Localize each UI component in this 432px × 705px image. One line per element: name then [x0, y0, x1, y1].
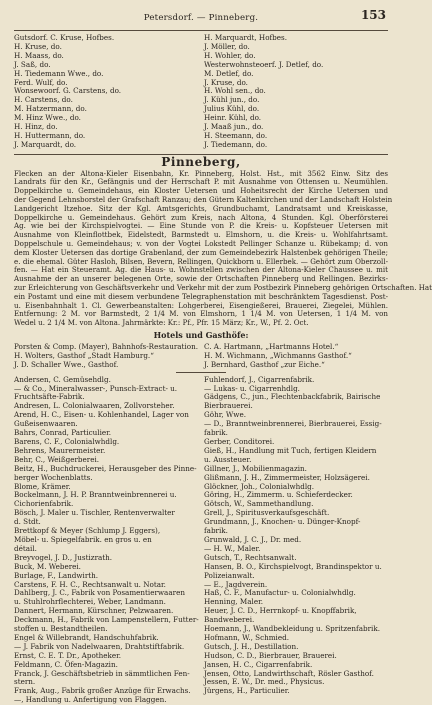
description-line: Ausnahme der an unserer belegenen Orte, sowie der Ortschaften Pinneberg und Rellingen. Bezirks- [14, 274, 388, 284]
business-entry: Göhr, Wwe. [204, 410, 246, 420]
description-line: Ag. wie bei der Kirchspielvogtei. — Eine Stunde von P. die Kreis- u. Kopfsteuer Uetersen mit [14, 221, 388, 231]
business-entry: fabrik. [204, 428, 228, 438]
business-entry: Buck, M. Weberei. [14, 561, 81, 571]
business-entry: Bierbrauerei. [204, 401, 253, 411]
register-entry: H. Tiedemann Wwe., do. [14, 68, 104, 78]
register-entry: H. Wohler, do. [204, 50, 256, 60]
business-entry: — Lukas- u. Cigarrenhdlg. [204, 383, 300, 393]
business-entry: Deckmann, H., Fabrik von Lampenstellern, Futter- [14, 615, 199, 625]
hotel-entry: J. Bernhard, Gasthof „zur Eiche.“ [204, 359, 325, 369]
business-entry: Andersen, C. Gemüsehdlg. [14, 374, 111, 384]
business-entry: u. Aussteuer. [204, 454, 252, 464]
register-entry: H. Carstens, do. [14, 95, 73, 105]
business-entry: Henning, Maler. [204, 597, 264, 607]
business-entry: — & Co., Mineralwasser-, Punsch-Extract- u. [14, 383, 178, 393]
description-line: zur Erleichterung von Geschäftsverkehr und Verkehr mit der zum Postbezirk Pinneberg gehörigen Ortschaften. Hat [14, 283, 432, 293]
description-line: der Gegend Lehnsborstel der Grafschaft Ranzau; den Gütern Kaltenkirchen und der Landschaft Holstein [14, 195, 393, 205]
register-entry: M. Hatzermann, do. [14, 104, 87, 114]
business-entry: Hudson, C. D., Bierbrauer, Brauerei. [204, 650, 337, 660]
register-entry: Westerwohnsteoerf. J. Detlef, do. [204, 59, 324, 69]
register-entry: J. Marquardt, do. [14, 139, 77, 149]
register-entry: H. Kruse, do. [14, 41, 62, 51]
business-entry: — J. Fabrik von Nadelwaaren, Drahtstiftfabrik. [14, 641, 185, 651]
register-entry: Wonsewoorf. G. Carstens, do. [14, 86, 122, 96]
hotel-entry: J. D. Schaller Wwe., Gasthof. [14, 359, 119, 369]
description-line: dem Kloster Uetersen das dortige Grabenland, der zum Gemeindebezirk Halstenbek gehörigen Theile; [14, 247, 388, 257]
business-entry: Gieß, H., Handlung mit Tuch, fertigen Kleidern [204, 445, 377, 455]
business-entry: Burlage, F., Landwirth. [14, 570, 99, 580]
hotel-entry: C. A. Hartmann, „Hartmanns Hotel.“ [204, 341, 339, 351]
hotel-entry: H. M. Wichmann, „Wichmanns Gasthof.“ [204, 350, 352, 360]
description-line: Doppelkirche u. Gemeindehaus, ein Kloster Uetersen und Hoheitsrecht der Kirche Uetersen und [14, 186, 388, 196]
business-entry: Glöckner, Joh., Colonialwhdlg. [204, 481, 315, 491]
business-entry: Arend, H. C., Eisen- u. Kohlenhandel, Lager von [14, 410, 189, 420]
business-entry: Franck, J. Geschäftsbetrieb in sämmtlichen Fen- [14, 668, 190, 678]
business-entry: Grundmann, J., Knochen- u. Dünger-Knopf- [204, 517, 361, 527]
business-entry: Feldmann, C. Öfen-Magazin. [14, 659, 118, 669]
business-entry: Blome, Krämer. [14, 481, 71, 491]
register-entry: J. Tiedemann, do. [204, 139, 268, 149]
business-entry: Hansen, B. O., Kirchspielvogt, Brandinspektor u. [204, 561, 382, 571]
page-number: 153 [360, 8, 386, 22]
register-entry: Heinr. Kühl, do. [204, 113, 262, 123]
business-entry: Behrens, Maurermeister. [14, 445, 106, 455]
business-entry: Behr, C., Weißgerberei. [14, 454, 100, 464]
business-entry: Gillner, J., Mobilienmagazin. [204, 463, 307, 473]
business-entry: Dahlberg, J. C., Fabrik von Posamentierwaaren [14, 588, 185, 598]
business-entry: Hoemann, J., Wandbekleidung u. Spritzenfabrik. [204, 624, 380, 634]
business-entry: Gutsch, T., Rechtsanwalt. [204, 552, 297, 562]
business-entry: Frank, Aug., Fabrik großer Anzüge für Erwachs. [14, 686, 191, 696]
business-right-column [204, 376, 388, 705]
business-register [14, 376, 388, 705]
business-entry: Beitz, H., Buchdruckerei, Herausgeber des Pinne- [14, 463, 197, 473]
hotel-entry: H. Wolters, Gasthof „Stadt Hamburg.“ [14, 350, 154, 360]
business-entry: stoffen u. Bestandtheilen. [14, 624, 108, 634]
town-description [14, 168, 432, 328]
description-line: Landrats für den Kr., Gefängnis und der Herrschaft P. mit Ausnahme von Ottensen u. Neumühlen. [14, 177, 388, 187]
register-entry: H. Huttermann, do. [14, 130, 86, 140]
description-line: Wedel u. 2 1/4 M. von Altona. Jahrmärkte: Kr.: Pf., Pfr. 15 März; Kr., W., Pf. 2. Oct. [14, 318, 309, 328]
register-entry: H. Wohl sen., do. [204, 86, 266, 96]
business-entry: Bandweberei. [204, 615, 255, 625]
description-line: Entfernung: 2 M. vor Barmstedt, 2 1/4 M. von Elmshorn, 1 1/4 M. von Uetersen, 1 1/4 M. von [14, 309, 388, 319]
description-line: u. Eisenbahnhalt 1. Cl. Gewerbeanstalten: Lohgerberei, Eisengießerei, Brauerei, Ziegelei, Mühlen. [14, 300, 388, 310]
business-entry: Bösch, J. Maler u. Tischler, Rentenverwalter [14, 508, 175, 518]
register-entry: H. Maass, do. [14, 50, 64, 60]
business-entry: Andresen, L. Colonialwaaren, Zollvorsteher. [14, 401, 175, 411]
description-line: ein Postamt und eine mit diesem verbundene Telegraphenstation mit beschränktem Tagesdienst. Post- [14, 291, 388, 301]
business-entry: Brettkopf & Meyer (Schlump J. Eggers), [14, 526, 161, 536]
hotels-divider [176, 372, 226, 373]
business-entry: — E., Jagdverein. [204, 579, 268, 589]
business-entry: Jürgens, H., Particulier. [204, 686, 290, 696]
business-entry: Hofmann, W., Schmied. [204, 632, 289, 642]
business-entry: Bockelmann, J. H. P. Branntweinbrennerei u. [14, 490, 177, 500]
business-entry: Götsch, W., Sammethandlung. [204, 499, 314, 509]
register-entry: H. Steemann, do. [204, 130, 268, 140]
business-entry: Göring, H., Zimmerm. u. Schieferdecker. [204, 490, 353, 500]
hotels-right-column [204, 343, 388, 370]
description-line: e. die ehemal. Güter Hasloh, Bilsen, Bevern, Rellingen, Quickborn u. Ellerbek. — Gehört zum Oberzoll- [14, 256, 388, 266]
top-register-right-column [204, 34, 388, 150]
register-entry: J. Kühl jun., do. [204, 95, 260, 105]
hotels-list [14, 343, 388, 370]
register-entry: J. Maaß jun., do. [204, 122, 264, 132]
register-entry: H. Hinz, do. [14, 122, 58, 132]
register-entry: J. Möller, do. [204, 41, 250, 51]
hotel-entry: Porsten & Comp. (Mayer), Bahnhofs-Restauration. [14, 341, 198, 351]
business-entry: — D., Branntweinbrennerei, Bierbrauerei, Essig- [204, 419, 382, 429]
hotels-heading: Hotels und Gasthöfe: [153, 330, 249, 341]
business-entry: Jensen, Otto, Landwirthschaft, Rösler Gasthof. [204, 668, 374, 678]
register-entry: M. Hinz Wwe., do. [14, 113, 81, 123]
business-entry: — H. W., Maler. [204, 543, 261, 553]
business-entry: stern. [14, 677, 36, 687]
register-entry: M. Detlef, do. [204, 68, 254, 78]
business-entry: Engel & Willebrandt, Handschuhfabrik. [14, 632, 159, 642]
business-entry: Gußeisenwaaren. [14, 419, 78, 429]
business-entry: Dannert, Hermann, Kürschner, Pelzwaaren. [14, 606, 174, 616]
business-entry: Fuhlendorf, J., Cigarrenfabrik. [204, 374, 315, 384]
business-entry: Carstens, F. H. C., Rechtsanwalt u. Notar. [14, 579, 166, 589]
description-line: Doppelschule u. Gemeindehaus; v. von der Vogtei Lokstedt Pellinger Schanze u. Rübekamp; d. von [14, 239, 388, 249]
business-entry: Heuer, J. C. D., Herrnkopf- u. Knopffabrik, [204, 606, 357, 616]
description-line: Doppelkirche u. Gemeindehaus. Gehört zum Kreis, nach Altona, 4 Stunden. Kgl. Oberförsterei [14, 212, 388, 222]
business-entry: Ernst, C. E. T. Dr., Apotheker. [14, 650, 122, 660]
business-left-column [14, 376, 198, 705]
register-entry: Gutsdorf. C. Kruse, Hofbes. [14, 33, 115, 42]
business-entry: d. Stdt. [14, 517, 41, 527]
business-entry: Cichorienfabrik. [14, 499, 74, 509]
description-line: Ausnahme von Kleinflottbek, Eidelstedt, Barmstedt u. Elmshorn, u. die Kreis- u. Wohlfahrtsamt. [14, 230, 388, 240]
register-entry: Ferd. Wulf, do. [14, 77, 68, 87]
business-entry: Gerber, Conditorei. [204, 437, 275, 446]
business-entry: Möbel- u. Spiegelfabrik. en gros u. en [14, 534, 152, 544]
business-entry: fabrik. [204, 526, 228, 536]
business-entry: Glißmann, J. H., Zimmermeister, Holzsägerei. [204, 472, 370, 482]
business-entry: Gutsch, J. H., Destillation. [204, 641, 299, 651]
register-entry: J. Kruse, do. [204, 77, 248, 87]
description-line: Landgericht Itzehoe. Sitz der Kgl. Amtsgerichts, Grundbuchamt, Landratsamt und Kreiskasse, [14, 203, 388, 213]
business-entry: Polizeianwalt. [204, 570, 255, 580]
register-entry: H. Marquardt, Hofbes. [204, 33, 288, 42]
top-register-left-column [14, 34, 198, 150]
hotels-left-column [14, 343, 198, 370]
description-line: Flecken an der Altona-Kieler Eisenbahn, Kr. Pinneberg, Holst. Hst., mit 3562 Einw. Sitz des [14, 168, 388, 178]
register-entry: Julius Kühl, do. [204, 104, 260, 114]
business-entry: Barens, C. F., Colonialwhdlg. [14, 437, 120, 446]
business-entry: —, Handlung u. Anfertigung von Flaggen. [14, 695, 167, 705]
business-entry: Fruchtsäfte-Fabrik. [14, 392, 85, 402]
top-register [14, 34, 388, 150]
register-entry: J. Saß, do. [14, 59, 51, 69]
business-entry: Breyvogel, J. D., Justizrath. [14, 552, 113, 562]
business-entry: Bahrs, Conrad, Particulier. [14, 428, 112, 438]
business-entry: berger Wochenblatts. [14, 472, 93, 482]
running-title: Petersdorf. — Pinneberg. [143, 13, 259, 23]
description-line: fen. — Hat ein Steueramt. Ag. die Haus- u. Wohnstellen zwischen der Altona-Kieler Chaussee u. mit [14, 265, 388, 275]
section-title: Pinneberg, [161, 154, 241, 169]
business-entry: Gädgens, C., jun., Flechtenbackfabrik, Bairische [204, 392, 381, 402]
business-entry: Haß, C. F., Manufactur- u. Colonialwhdlg. [204, 588, 356, 598]
business-entry: Grunwald, J. C. J., Dr. med. [204, 534, 302, 544]
business-entry: Jansen, H. C., Cigarrenfabrik. [204, 659, 313, 669]
business-entry: détail. [14, 543, 37, 553]
running-header [14, 10, 388, 31]
business-entry: u. Stuhlrohrflechterei, Weber, Landmann. [14, 597, 166, 607]
business-entry: Jessen, E. W., Dr. med., Physicus. [204, 677, 325, 687]
business-entry: Grell, J., Spiritusverkaufsgeschäft. [204, 508, 330, 518]
